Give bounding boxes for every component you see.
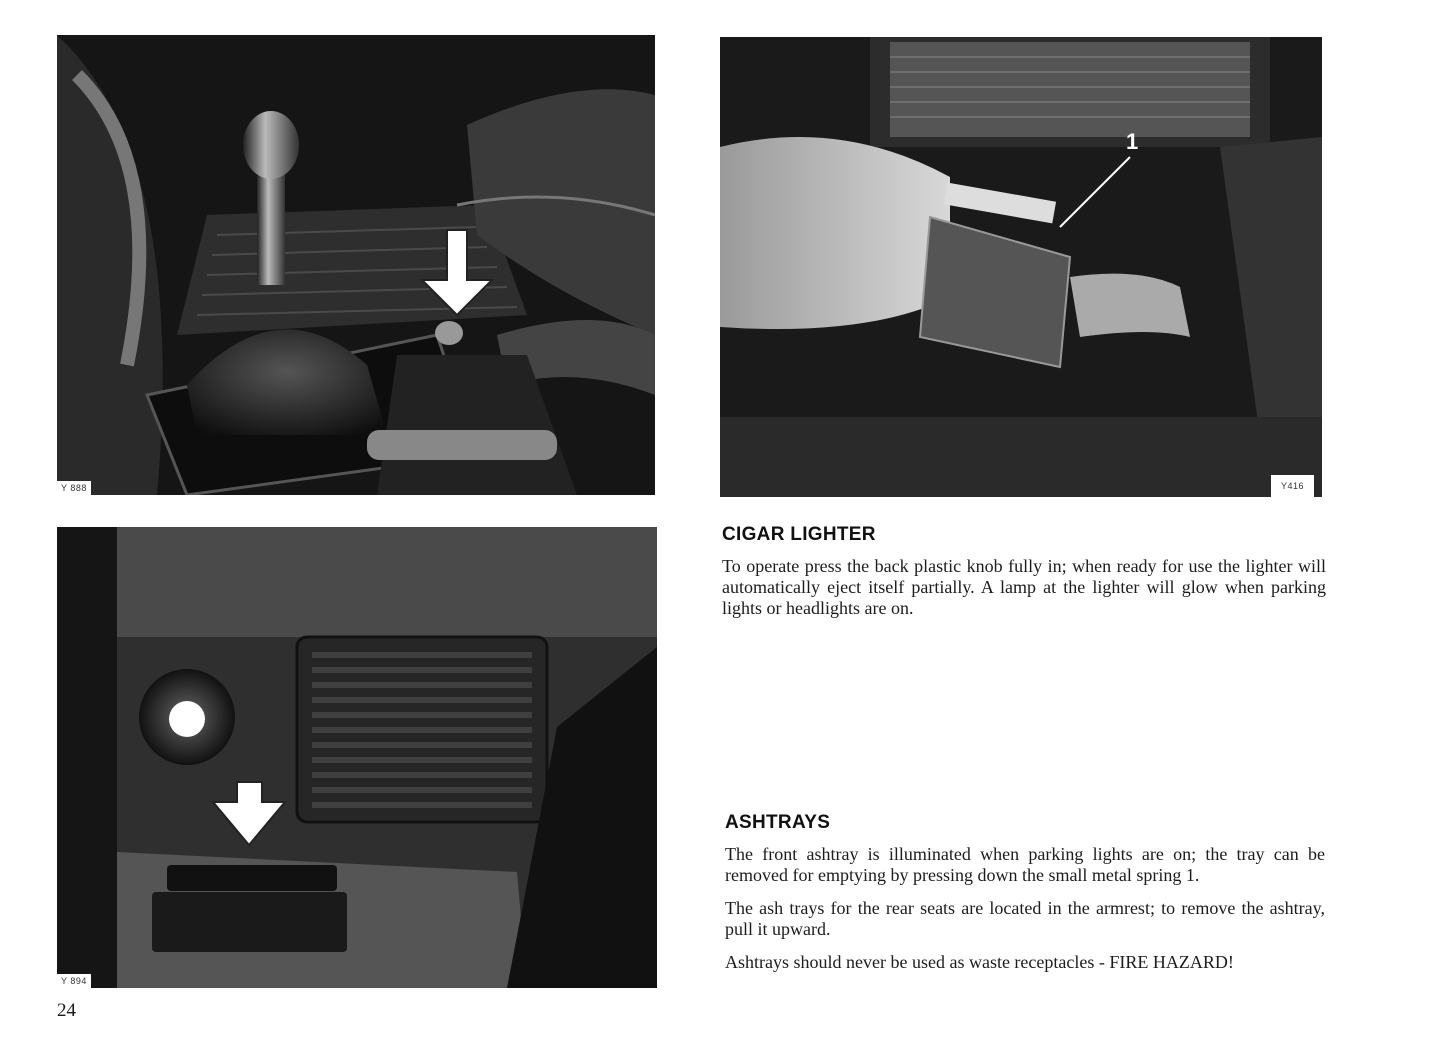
cigar-lighter-text: To operate press the back plastic knob fully in; when ready for use the lighter will automatically eject itself partially. A lamp at the lighter will glow when parking lights or headlights are on.: [722, 556, 1326, 618]
photo-code-label: Y416: [1271, 475, 1314, 497]
ashtray-illustration: [57, 527, 657, 988]
ashtrays-paragraph: Ashtrays should never be used as waste receptacles - FIRE HAZARD!: [725, 952, 1234, 972]
photo-code-label: Y 888: [57, 481, 91, 495]
ashtrays-paragraph: The front ashtray is illuminated when parking lights are on; the tray can be removed for emptying by pressing down the small metal spring 1.: [725, 844, 1325, 885]
ashtrays-paragraph: The ash trays for the rear seats are located in the armrest; to remove the ashtray, pull it upward.: [725, 898, 1325, 939]
cigar-lighter-illustration: [720, 37, 1322, 497]
cigar-lighter-heading: CIGAR LIGHTER: [722, 524, 876, 545]
callout-number: 1: [1126, 129, 1139, 154]
gear-shift-photo: [57, 35, 655, 495]
cigar-lighter-photo: [720, 37, 1322, 497]
page-number: 24: [57, 1000, 76, 1021]
ashtrays-heading: ASHTRAYS: [725, 812, 831, 833]
gear-shift-illustration: [57, 35, 655, 495]
ashtray-photo: [57, 527, 657, 988]
photo-code-label: Y 894: [57, 974, 91, 988]
